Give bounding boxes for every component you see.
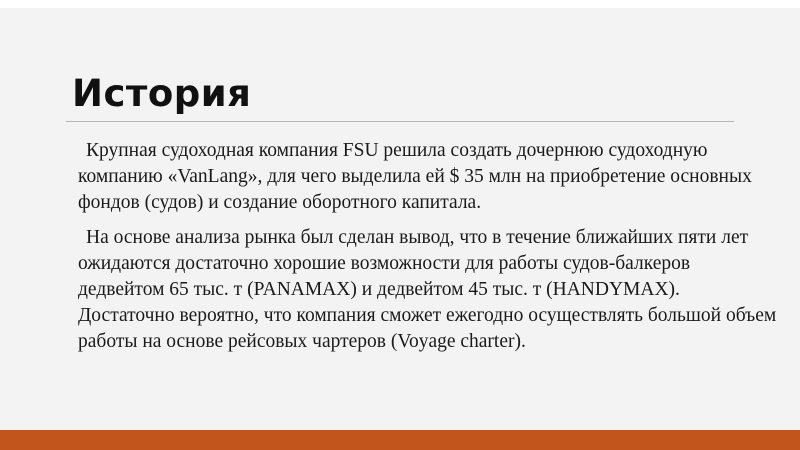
slide-body bbox=[78, 138, 778, 364]
paragraph-1: Крупная судоходная компания FSU решила создать дочернюю судоходную компанию «VanLang», для чего выделила ей $ 35 млн на приобретение основных фондов (судов) и создание оборотного капитала. bbox=[78, 140, 752, 213]
paragraph-2: На основе анализа рынка был сделан вывод, что в течение ближайших пяти лет ожидаются достаточно хорошие возможности для работы судов-балкеров дедвейтом 65 тыс. т (PANAMAX) и дедвейтом 45 тыс. т (HANDYMAX). Достаточно вероятно, что компания сможет ежегодно осуществлять большой объем работы на основе рейсовых чартеров (Voyage charter). bbox=[78, 227, 777, 352]
accent-band bbox=[0, 430, 800, 450]
title-divider bbox=[66, 121, 734, 122]
slide-title: История bbox=[72, 72, 252, 115]
